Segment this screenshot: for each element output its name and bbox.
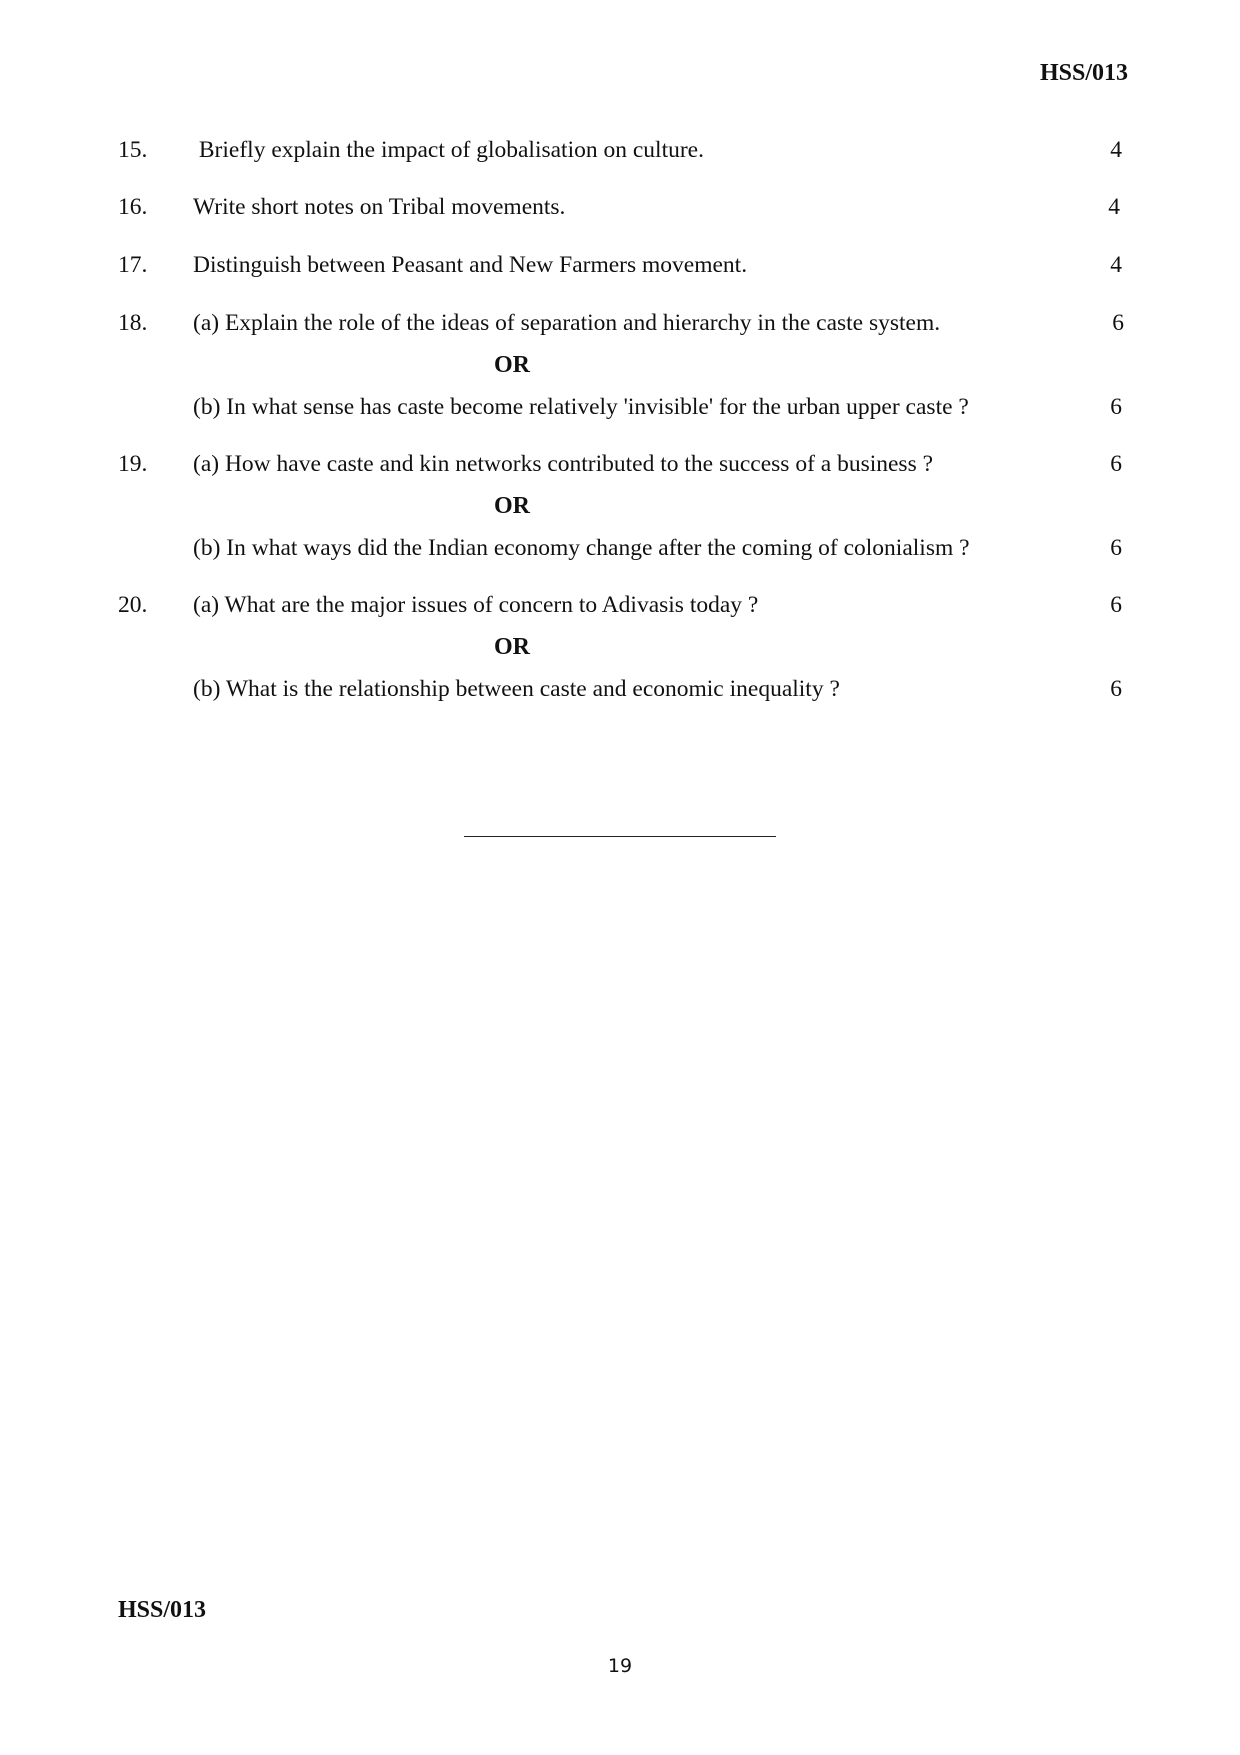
question-15-number: 15. (118, 137, 148, 163)
question-18b-text: (b) In what sense has caste become relatively 'invisible' for the urban upper caste ? (193, 394, 969, 420)
question-16-number: 16. (118, 194, 148, 220)
question-17-marks: 4 (1110, 252, 1122, 278)
question-19-number: 19. (118, 451, 148, 477)
question-20a-marks: 6 (1110, 592, 1122, 618)
question-19-or: OR (494, 493, 530, 519)
question-20-or: OR (494, 634, 530, 660)
question-16-marks: 4 (1108, 194, 1120, 220)
question-19a-text: (a) How have caste and kin networks contributed to the success of a business ? (193, 451, 934, 477)
question-17-text: Distinguish between Peasant and New Farmers movement. (193, 252, 748, 278)
question-20b-text: (b) What is the relationship between caste and economic inequality ? (193, 676, 840, 702)
question-19a-marks: 6 (1110, 451, 1122, 477)
page-number: 19 (607, 1655, 633, 1677)
question-15-marks: 4 (1110, 137, 1122, 163)
question-19b-marks: 6 (1110, 535, 1122, 561)
question-18a-marks: 6 (1112, 310, 1124, 336)
question-20b-marks: 6 (1110, 676, 1122, 702)
question-18a-text: (a) Explain the role of the ideas of separation and hierarchy in the caste system. (193, 310, 941, 336)
question-19b-text: (b) In what ways did the Indian economy change after the coming of colonialism ? (193, 535, 970, 561)
header-paper-code: HSS/013 (1039, 60, 1128, 86)
footer-paper-code: HSS/013 (118, 1597, 207, 1623)
question-18b-marks: 6 (1110, 394, 1122, 420)
question-20a-text: (a) What are the major issues of concern to Adivasis today ? (193, 592, 759, 618)
end-of-paper-line (464, 836, 776, 837)
question-20-number: 20. (118, 592, 148, 618)
question-18-or: OR (494, 352, 530, 378)
question-18-number: 18. (118, 310, 148, 336)
question-17-number: 17. (118, 252, 148, 278)
question-16-text: Write short notes on Tribal movements. (193, 194, 566, 220)
question-15-text: Briefly explain the impact of globalisation on culture. (193, 137, 704, 163)
